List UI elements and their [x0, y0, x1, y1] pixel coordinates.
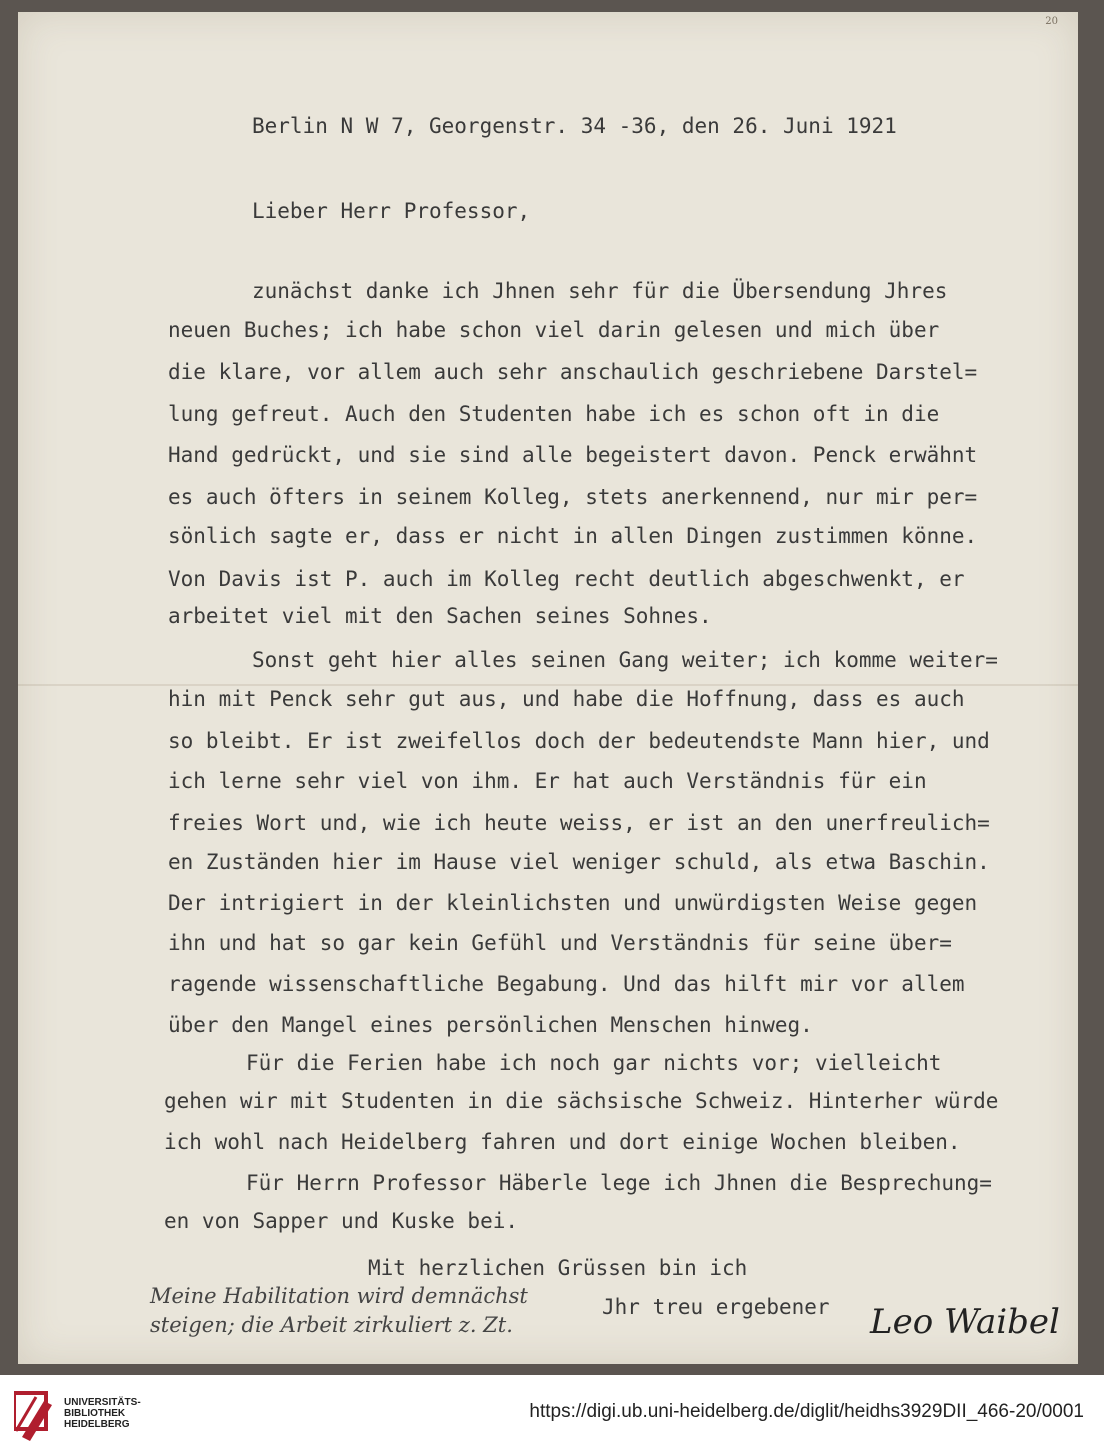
body-line: gehen wir mit Studenten in die sächsische Schweiz. Hinterher würde	[164, 1089, 999, 1113]
closing: Mit herzlichen Grüssen bin ich	[368, 1256, 748, 1280]
body-line: Von Davis ist P. auch im Kolleg recht deutlich abgeschwenkt, er	[168, 567, 965, 591]
library-name: UNIVERSITÄTS- BIBLIOTHEK HEIDELBERG	[64, 1397, 141, 1430]
footer-bar	[0, 1375, 1104, 1455]
body-line: ich lerne sehr viel von ihm. Er hat auch Verständnis für ein	[168, 769, 927, 793]
body-line: über den Mangel eines persönlichen Menschen hinweg.	[168, 1013, 813, 1037]
body-line: Für die Ferien habe ich noch gar nichts vor; vielleicht	[246, 1051, 942, 1075]
body-line: freies Wort und, wie ich heute weiss, er ist an den unerfreulich=	[168, 811, 990, 835]
body-line: arbeitet viel mit den Sachen seines Sohnes.	[168, 604, 712, 628]
body-line: Sonst geht hier alles seinen Gang weiter; ich komme weiter=	[252, 648, 998, 672]
body-line: en von Sapper und Kuske bei.	[164, 1209, 519, 1233]
body-line: hin mit Penck sehr gut aus, und habe die Hoffnung, dass es auch	[168, 687, 965, 711]
handwritten-note-line: Meine Habilitation wird demnächst	[150, 1284, 528, 1308]
handwritten-note-line: steigen; die Arbeit zirkuliert z. Zt.	[150, 1313, 513, 1337]
signature: Leo Waibel	[870, 1302, 1060, 1342]
body-line: en Zuständen hier im Hause viel weniger schuld, als etwa Baschin.	[168, 850, 990, 874]
body-line: ragende wissenschaftliche Begabung. Und das hilft mir vor allem	[168, 972, 965, 996]
dateline: Berlin N W 7, Georgenstr. 34 -36, den 26. Juni 1921	[252, 114, 897, 138]
library-logo-icon	[14, 1387, 54, 1443]
letter-page	[18, 12, 1078, 1364]
body-line: so bleibt. Er ist zweifellos doch der bedeutendste Mann hier, und	[168, 729, 990, 753]
body-line: ihn und hat so gar kein Gefühl und Verständnis für seine über=	[168, 931, 952, 955]
permalink-url[interactable]: https://digi.ub.uni-heidelberg.de/diglit/heidhs3929DII_466-20/0001	[529, 1401, 1084, 1422]
body-line: lung gefreut. Auch den Studenten habe ich es schon oft in die	[168, 402, 940, 426]
body-line: Hand gedrückt, und sie sind alle begeistert davon. Penck erwähnt	[168, 443, 978, 467]
closing-2: Jhr treu ergebener	[602, 1295, 830, 1319]
body-line: zunächst danke ich Jhnen sehr für die Übersendung Jhres	[252, 279, 948, 303]
body-line: neuen Buches; ich habe schon viel darin gelesen und mich über	[168, 318, 940, 342]
body-line: sönlich sagte er, dass er nicht in allen Dingen zustimmen könne.	[168, 524, 978, 548]
body-line: es auch öfters in seinem Kolleg, stets anerkennend, nur mir per=	[168, 485, 978, 509]
body-line: Der intrigiert in der kleinlichsten und unwürdigsten Weise gegen	[168, 891, 978, 915]
body-line: Für Herrn Professor Häberle lege ich Jhnen die Besprechung=	[246, 1171, 992, 1195]
page-number: 20	[1045, 16, 1058, 27]
fold-line	[18, 684, 1078, 686]
body-line: die klare, vor allem auch sehr anschaulich geschriebene Darstel=	[168, 360, 978, 384]
body-line: ich wohl nach Heidelberg fahren und dort einige Wochen bleiben.	[164, 1130, 961, 1154]
salutation: Lieber Herr Professor,	[252, 199, 531, 223]
